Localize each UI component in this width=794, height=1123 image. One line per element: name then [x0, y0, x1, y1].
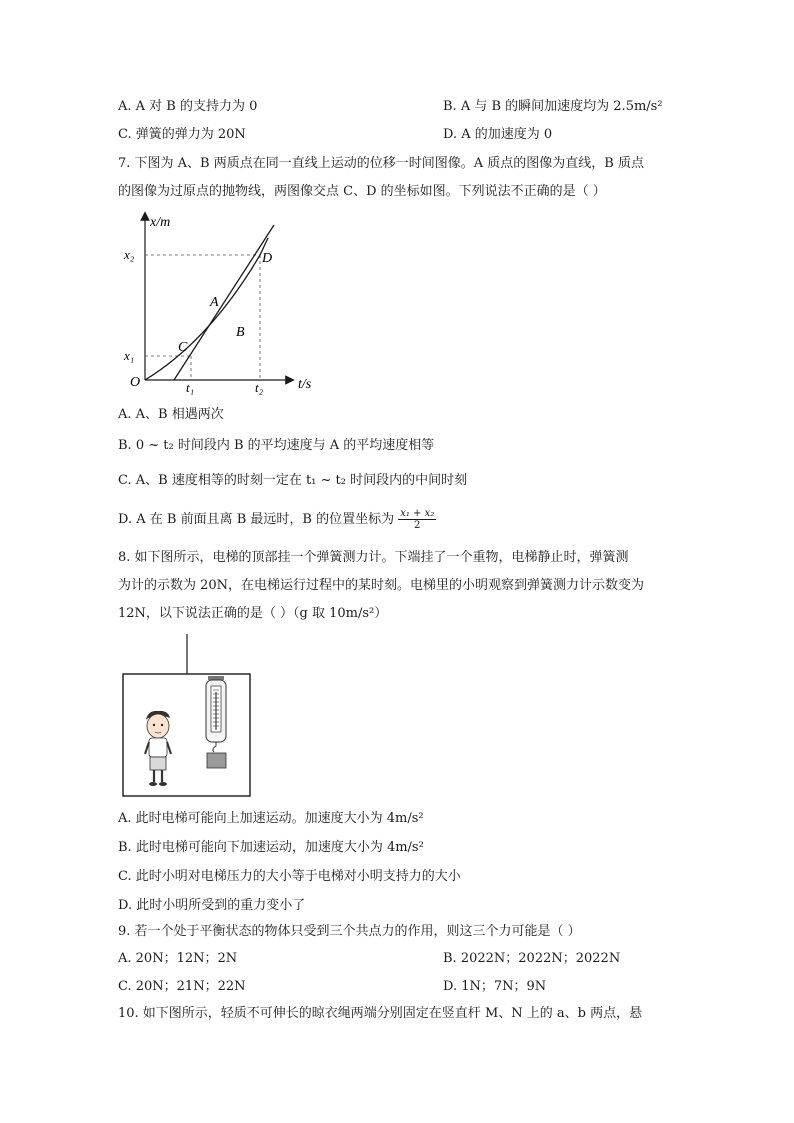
- q7-option-d-fraction: [398, 508, 436, 531]
- y-axis-label: x/m: [150, 215, 171, 230]
- q10-stem-line1: 10. 如下图所示，轻质不可伸长的晾衣绳两端分别固定在竖直杆 M、N 上的 a、b 两点，悬: [118, 1006, 643, 1021]
- x1-label: x₁: [124, 348, 135, 363]
- q8-option-d: D. 此时小明所受到的重力变小了: [118, 898, 306, 913]
- spring-scale-icon: [206, 676, 226, 752]
- q6-option-d: D. A 的加速度为 0: [443, 127, 553, 142]
- q7-option-d: [118, 508, 436, 531]
- q9-option-d: D. 1N；7N；9N: [443, 979, 547, 994]
- q6-option-c: C. 弹簧的弹力为 20N: [118, 127, 246, 142]
- x-axis-label: t/s: [298, 377, 312, 392]
- label-C: C: [178, 340, 188, 355]
- q6-option-a: A. A 对 B 的支持力为 0: [118, 99, 258, 114]
- q8-stem-line2: 为计的示数为 20N，在电梯运行过程中的某时刻。电梯里的小明观察到弹簧测力计示数变为: [118, 578, 645, 593]
- q7-stem-line2: 的图像为过原点的抛物线，两图像交点 C、D 的坐标如图。下列说法不正确的是（ ）: [118, 184, 606, 199]
- t2-label: t₂: [255, 380, 264, 395]
- q8-stem-line1: 8. 如下图所示，电梯的顶部挂一个弹簧测力计。下端挂了一个重物，电梯静止时，弹簧测: [118, 550, 629, 565]
- q8-stem-line3: 12N，以下说法正确的是（ ）（g 取 10m/s²）: [118, 606, 388, 621]
- label-A: A: [210, 295, 219, 310]
- label-B: B: [236, 325, 245, 340]
- weight-block: [207, 753, 226, 768]
- q8-option-a: A. 此时电梯可能向上加速运动。加速度大小为 4m/s²: [118, 811, 424, 826]
- line-A: [174, 225, 274, 380]
- q9-option-c: C. 20N；21N；22N: [118, 979, 246, 994]
- q9-option-b: B. 2022N；2022N；2022N: [443, 951, 621, 966]
- q7-xt-graph: [118, 210, 338, 395]
- fraction-denominator: 2: [414, 520, 421, 531]
- fraction-numerator: x₁ + x₂: [400, 508, 435, 519]
- q7-option-d-text: D. A 在 B 前面且离 B 最远时，B 的位置坐标为: [118, 512, 395, 527]
- q8-elevator-illustration: [118, 632, 258, 800]
- q8-option-b: B. 此时电梯可能向下加速运动，加速度大小为 4m/s²: [118, 840, 424, 855]
- q8-option-c: C. 此时小明对电梯压力的大小等于电梯对小明支持力的大小: [118, 869, 461, 884]
- origin-label: O: [130, 375, 141, 390]
- x2-label: x₂: [124, 247, 135, 262]
- elevator-car: [123, 674, 250, 796]
- q9-stem: 9. 若一个处于平衡状态的物体只受到三个共点力的作用，则这三个力可能是（ ）: [118, 924, 581, 939]
- q7-option-a: A. A、B 相遇两次: [118, 407, 224, 422]
- q6-option-b: B. A 与 B 的瞬间加速度均为 2.5m/s²: [443, 99, 663, 114]
- q9-option-a: A. 20N；12N；2N: [118, 951, 238, 966]
- t1-label: t₁: [186, 380, 195, 395]
- label-D: D: [262, 251, 273, 266]
- q7-stem-line1: 7. 下图为 A、B 两质点在同一直线上运动的位移一时间图像。A 质点的图像为直线，B 质点: [118, 156, 644, 171]
- q7-option-b: B. 0 ~ t₂ 时间段内 B 的平均速度与 A 的平均速度相等: [118, 438, 435, 453]
- parabola-B: [145, 238, 268, 380]
- q7-option-c: C. A、B 速度相等的时刻一定在 t₁ ~ t₂ 时间段内的中间时刻: [118, 473, 468, 488]
